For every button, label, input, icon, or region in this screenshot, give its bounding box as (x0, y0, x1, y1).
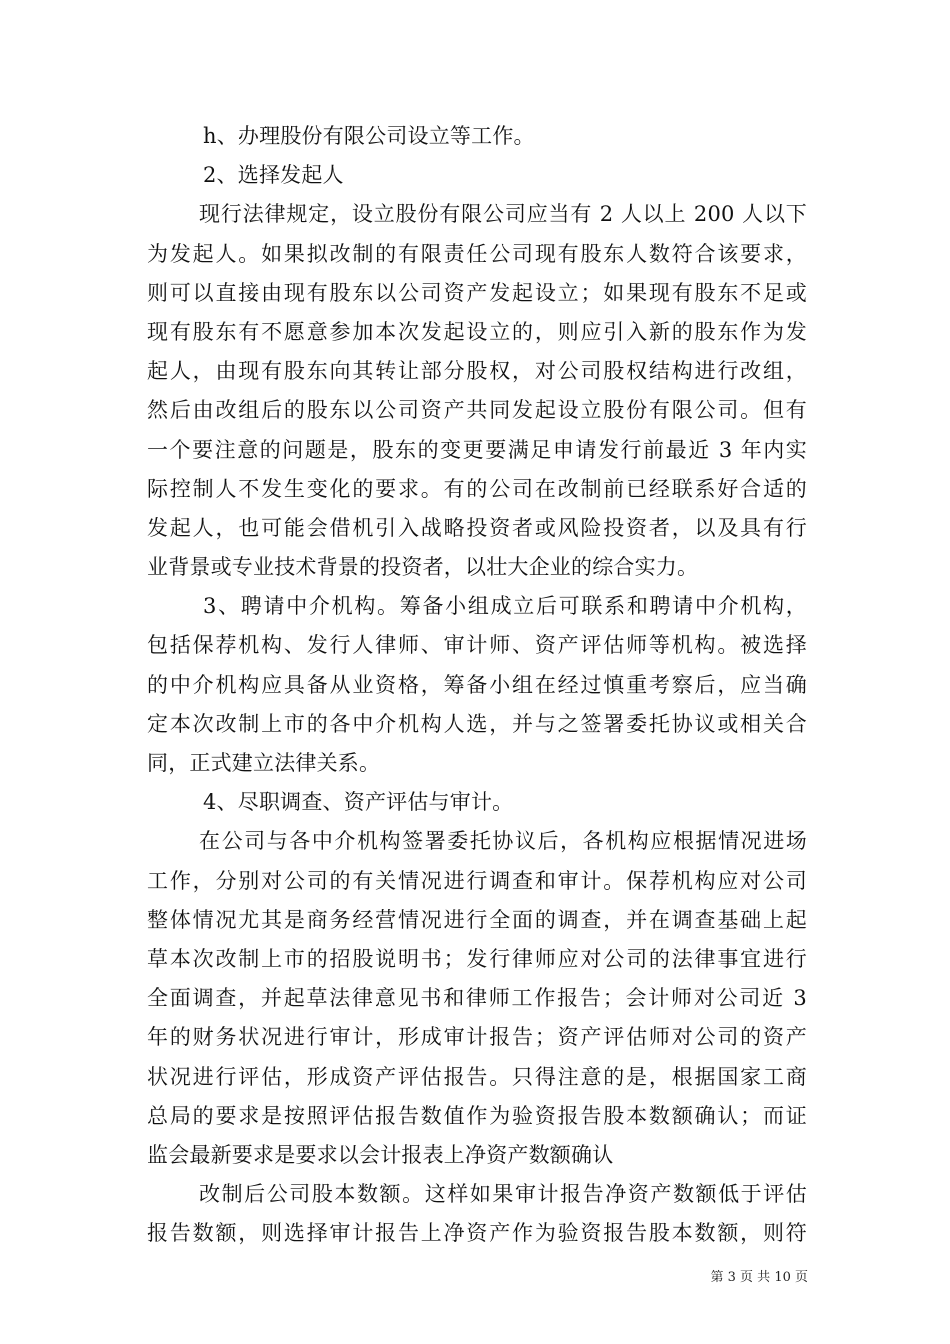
text-line: 为发起人。如果拟改制的有限责任公司现有股东人数符合该要求， (147, 241, 807, 266)
paragraph-start-line: 现行法律规定，设立股份有限公司应当有 2 人以上 200 人以下 (199, 202, 807, 227)
text-line: 的中介机构应具备从业资格，筹备小组在经过慎重考察后，应当确 (147, 672, 807, 697)
text-line: 总局的要求是按照评估报告数值作为验资报告股本数额确认；而证 (147, 1103, 807, 1128)
text-line: 现有股东有不愿意参加本次发起设立的，则应引入新的股东作为发 (147, 319, 807, 344)
text-line: 然后由改组后的股东以公司资产共同发起设立股份有限公司。但有 (147, 398, 807, 423)
text-line: 定本次改制上市的各中介机构人选，并与之签署委托协议或相关合 (147, 711, 807, 736)
text-line: 全面调查，并起草法律意见书和律师工作报告；会计师对公司近 3 (147, 986, 807, 1011)
text-line: 一个要注意的问题是，股东的变更要满足申请发行前最近 3 年内实 (147, 437, 807, 462)
text-line: 年的财务状况进行审计，形成审计报告；资产评估师对公司的资产 (147, 1025, 807, 1050)
text-line: 2、选择发起人 (203, 163, 344, 188)
text-line: 包括保荐机构、发行人律师、审计师、资产评估师等机构。被选择 (147, 633, 807, 658)
text-line: 业背景或专业技术背景的投资者，以壮大企业的综合实力。 (147, 555, 699, 580)
paragraph-start-line: 在公司与各中介机构签署委托协议后，各机构应根据情况进场 (199, 829, 807, 854)
text-line: 报告数额，则选择审计报告上净资产作为验资报告股本数额，则符 (147, 1221, 807, 1246)
text-line: 状况进行评估，形成资产评估报告。只得注意的是，根据国家工商 (147, 1064, 807, 1089)
text-line: 草本次改制上市的招股说明书；发行律师应对公司的法律事宜进行 (147, 946, 807, 971)
text-line: 同，正式建立法律关系。 (147, 751, 381, 775)
text-line: 则可以直接由现有股东以公司资产发起设立；如果现有股东不足或 (147, 280, 807, 305)
paragraph-start-line: 3、聘请中介机构。筹备小组成立后可联系和聘请中介机构， (203, 594, 807, 619)
text-line: 工作，分别对公司的有关情况进行调查和审计。保荐机构应对公司 (147, 868, 807, 893)
text-line: 际控制人不发生变化的要求。有的公司在改制前已经联系好合适的 (147, 476, 807, 501)
document-body (147, 117, 807, 1253)
paragraph-start-line: 改制后公司股本数额。这样如果审计报告净资产数额低于评估 (199, 1182, 807, 1207)
text-line: 监会最新要求是要求以会计报表上净资产数额确认 (147, 1142, 614, 1167)
text-line: 发起人，也可能会借机引入战略投资者或风险投资者，以及具有行 (147, 515, 807, 540)
text-line: 整体情况尤其是商务经营情况进行全面的调查，并在调查基础上起 (147, 907, 807, 932)
section-heading: 4、尽职调查、资产评估与审计。 (203, 790, 514, 815)
text-line: h、办理股份有限公司设立等工作。 (203, 124, 535, 148)
text-line: 起人，由现有股东向其转让部分股权，对公司股权结构进行改组， (147, 359, 807, 384)
page-number-footer: 第 3 页 共 10 页 (710, 1270, 808, 1285)
